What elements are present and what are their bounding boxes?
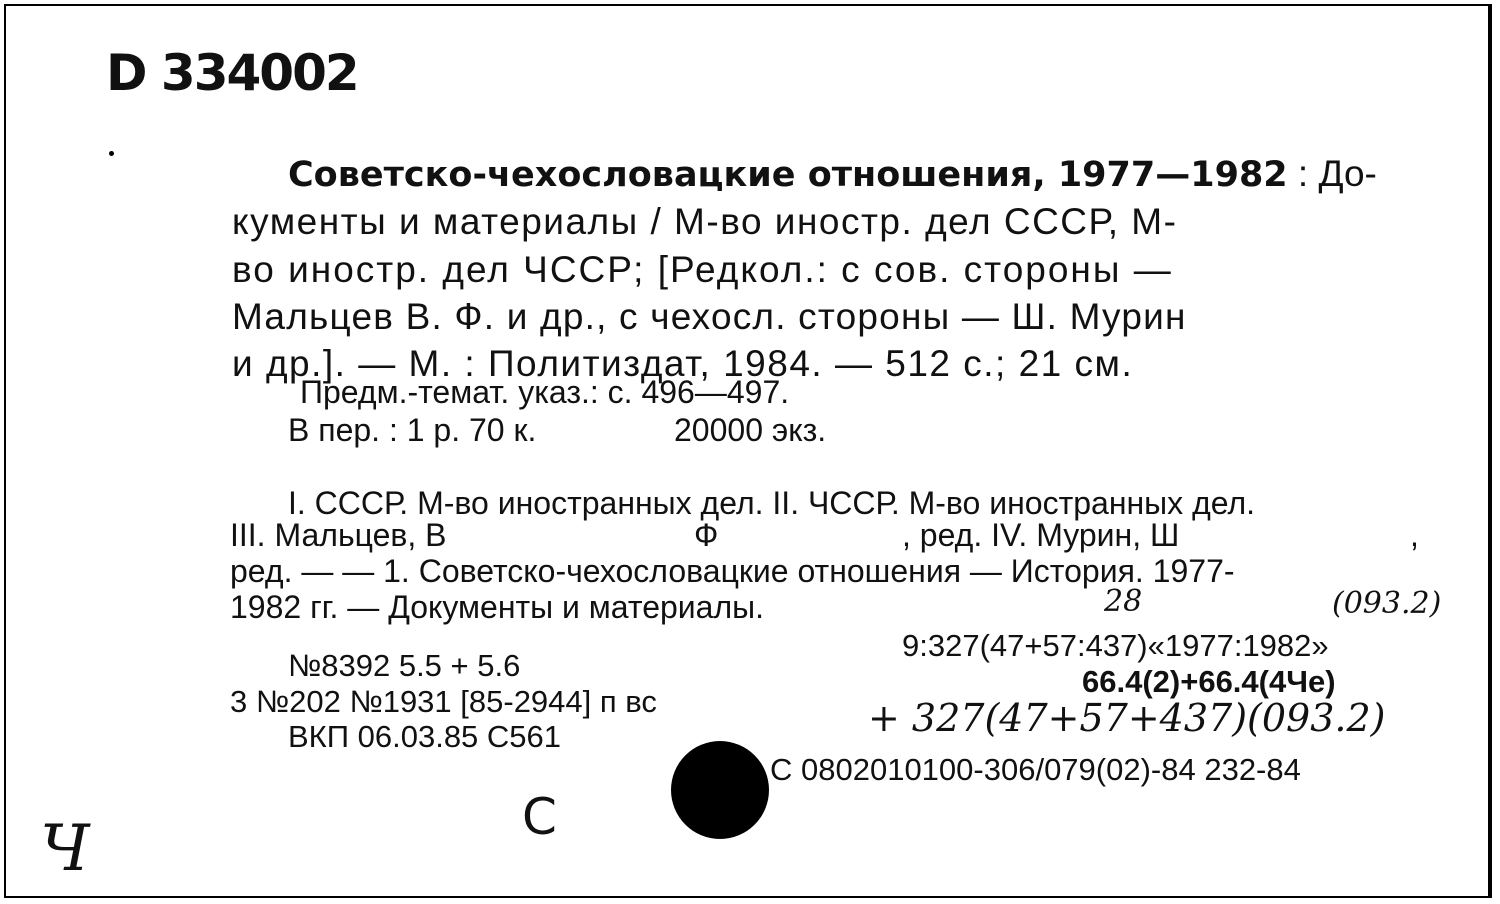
subject-index-note: Предм.-темат. указ.: с. 496—497. xyxy=(300,374,790,410)
tracing-line-1: I. СССР. М-во иностранных дел. II. ЧССР. М-во иностранных дел. xyxy=(288,485,1256,521)
internal-code-3: ВКП 06.03.85 С561 xyxy=(288,719,562,754)
catalog-card xyxy=(4,4,1492,898)
description-line-5: и др.]. — М. : Политиздат, 1984. — 512 с.; 21 см. xyxy=(232,343,1134,384)
publisher-code: С 0802010100-306/079(02)-84 232-84 xyxy=(770,752,1301,787)
tracing-line-2d: , xyxy=(1410,517,1419,553)
description-line-3: во иностр. дел ЧССР; [Редкол.: с сов. стороны — xyxy=(232,249,1173,290)
tracing-line-2a: III. Мальцев, В xyxy=(230,517,447,553)
punch-hole xyxy=(671,741,769,839)
description-subtitle-start: : До- xyxy=(1287,153,1377,194)
udc-index: 9:327(47+57:437)«1977:1982» xyxy=(902,628,1329,663)
bbk-index: 66.4(2)+66.4(4Че) xyxy=(1082,664,1336,699)
price-note: В пер. : 1 р. 70 к. xyxy=(288,412,537,448)
description-line-1 xyxy=(288,150,1377,199)
description-line-4: Мальцев В. Ф. и др., с чехосл. стороны — Ш. Мурин xyxy=(232,296,1187,337)
handwritten-udc-correction: 28 xyxy=(1104,584,1143,619)
tracing-line-3: ред. — — 1. Советско-чехословацкие отношения — История. 1977- xyxy=(230,553,1235,589)
ink-speck xyxy=(109,151,114,156)
internal-code-2: 3 №202 №1931 [85-2944] п вс xyxy=(230,684,657,719)
tracing-line-2c: , ред. IV. Мурин, Ш xyxy=(902,517,1180,553)
internal-code-1: №8392 5.5 + 5.6 xyxy=(288,648,521,683)
description-line-2: кументы и материалы / М-во иностр. дел СССР, М- xyxy=(232,201,1178,242)
print-run-note: 20000 экз. xyxy=(674,412,827,448)
tracing-line-4: 1982 гг. — Документы и материалы. xyxy=(230,589,765,625)
shelf-letter: С xyxy=(522,788,557,846)
tracing-line-2b: Ф xyxy=(694,517,719,553)
handwritten-udc-suffix: (093.2) xyxy=(1332,586,1442,621)
catalog-number: D 334002 xyxy=(106,44,358,102)
handwritten-corner-mark: Ч xyxy=(40,812,90,886)
book-title: Советско-чехословацкие отношения, 1977—1982 xyxy=(288,155,1288,195)
handwritten-bbk-addition: + 327(47+57+437)(093.2) xyxy=(868,696,1386,740)
